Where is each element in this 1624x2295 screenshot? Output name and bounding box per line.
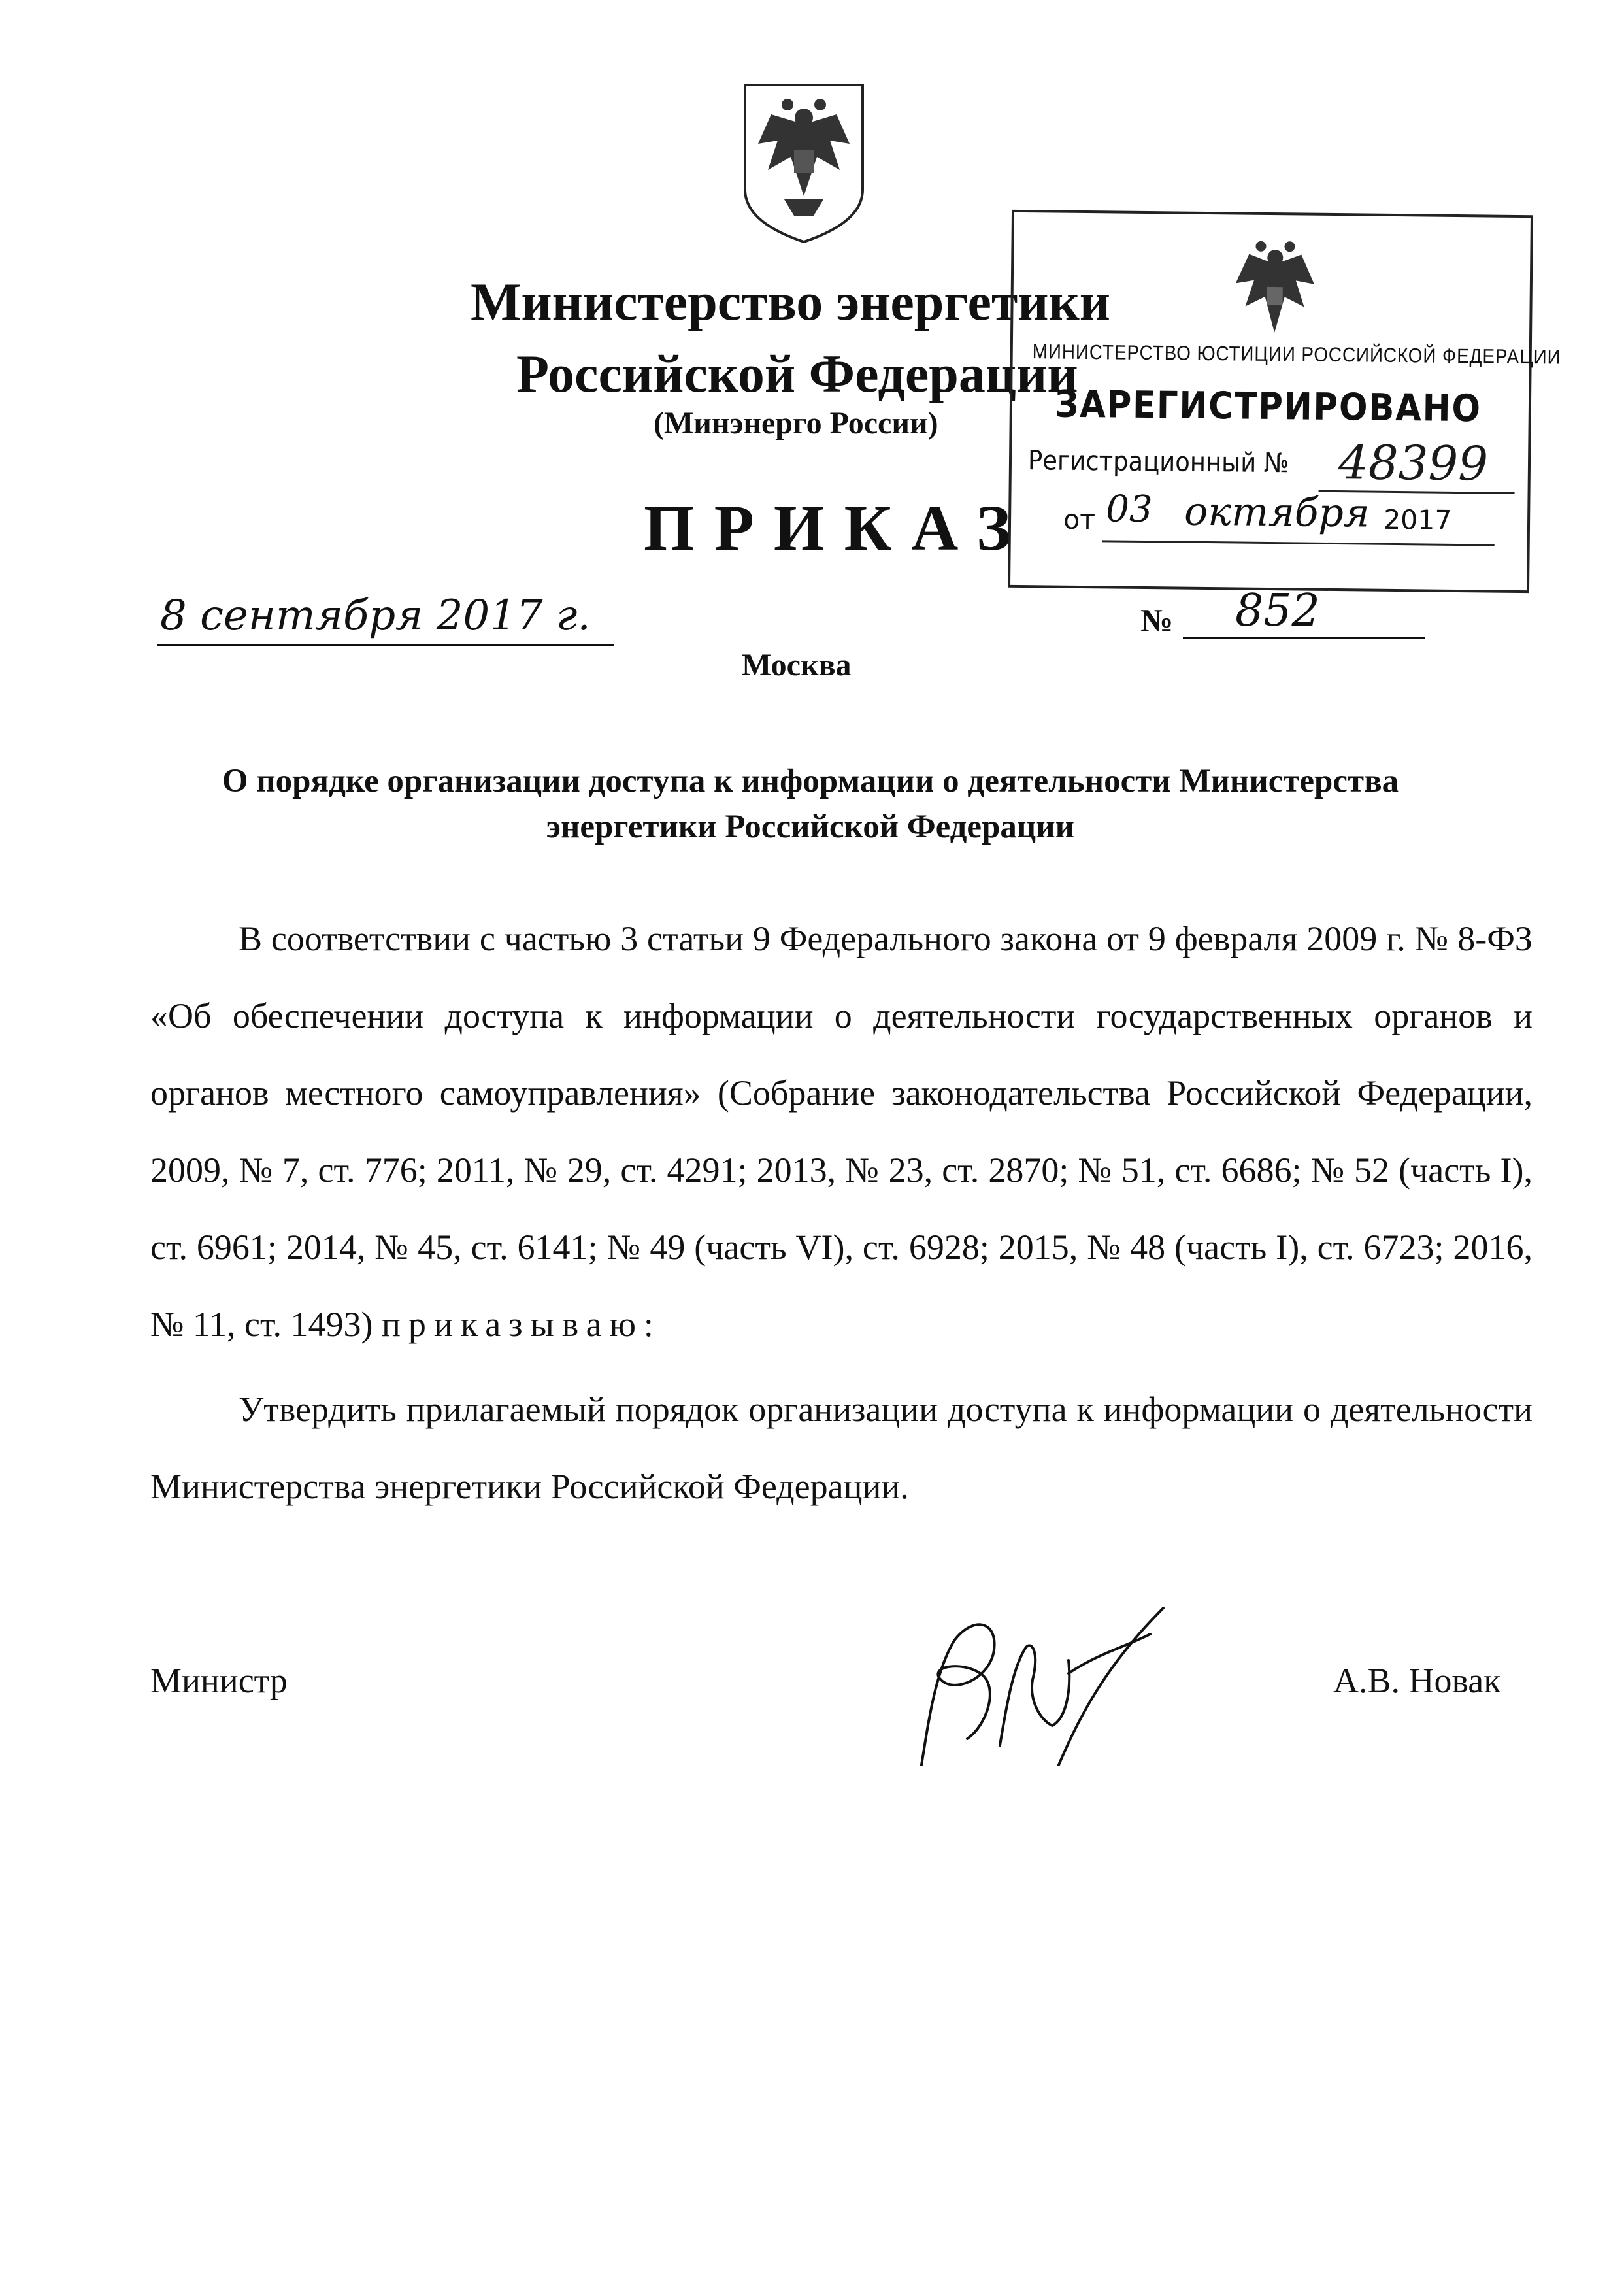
order-date: 8 сентября 2017 г. [160, 592, 591, 640]
date-underline [157, 644, 614, 646]
stamp-date-year: 2017 [1383, 503, 1452, 536]
handwritten-signature [902, 1595, 1176, 1778]
document-type: ПРИКАЗ [644, 492, 1031, 564]
ministry-name-line2: Российской Федерации [516, 344, 1078, 403]
order-word: приказываю: [382, 1305, 661, 1344]
stamp-ministry-justice: МИНИСТЕРСТВО ЮСТИЦИИ РОССИЙСКОЙ ФЕДЕРАЦИИ [1032, 340, 1561, 369]
ministry-short-name: (Минэнерго России) [654, 406, 938, 441]
registration-stamp [1008, 210, 1561, 593]
stamp-date-month: октября [1184, 488, 1370, 537]
stamp-date-underline [1102, 540, 1495, 546]
order-subject: О порядке организации доступа к информации о деятельности Министерства энергетики Российской Федерации [222, 763, 1399, 845]
coat-of-arms-icon [732, 78, 876, 248]
stamp-registered: ЗАРЕГИСТРИРОВАНО [1054, 382, 1482, 431]
body-paragraph-2: Утвердить прилагаемый порядок организации доступа к информации о деятельности Министерства энергетики Российской Федерации. [150, 1390, 1533, 1506]
city: Москва [742, 648, 852, 682]
stamp-reg-label: Регистрационный № [1027, 444, 1289, 479]
ministry-name-line1: Министерство энергетики [471, 272, 1110, 331]
number-label: № [1140, 602, 1174, 639]
signer-position: Министр [150, 1661, 288, 1700]
paragraph-1-text: В соответствии с частью 3 статьи 9 Федерального закона от 9 февраля 2009 г. № 8-ФЗ «Об обеспечении доступа к информации о деятельности государственных органов и органов местного самоуправления» (Собрание законодательства Российской Федерации, 2009, № 7, ст. 776; 2011, № 29, ст. 4291; 2013, № 23, ст. 2870; № 51, ст. 6686; № 52 (часть I), ст. 6961; 2014, № 45, ст. 6141; № 49 (часть VI), ст. 6928; 2015, № 48 (часть I), ст. 6723; 2016, № 11, ст. 1493) [150, 919, 1533, 1344]
stamp-reg-number: 48399 [1338, 435, 1489, 492]
stamp-emblem-icon [1222, 227, 1328, 353]
order-number: 852 [1235, 585, 1320, 637]
stamp-date-prefix: от [1063, 503, 1096, 536]
signer-name: А.В. Новак [1333, 1661, 1501, 1700]
body-paragraph-1 [150, 900, 1533, 1363]
number-underline [1183, 637, 1425, 639]
stamp-date-day: 03 [1105, 488, 1153, 531]
